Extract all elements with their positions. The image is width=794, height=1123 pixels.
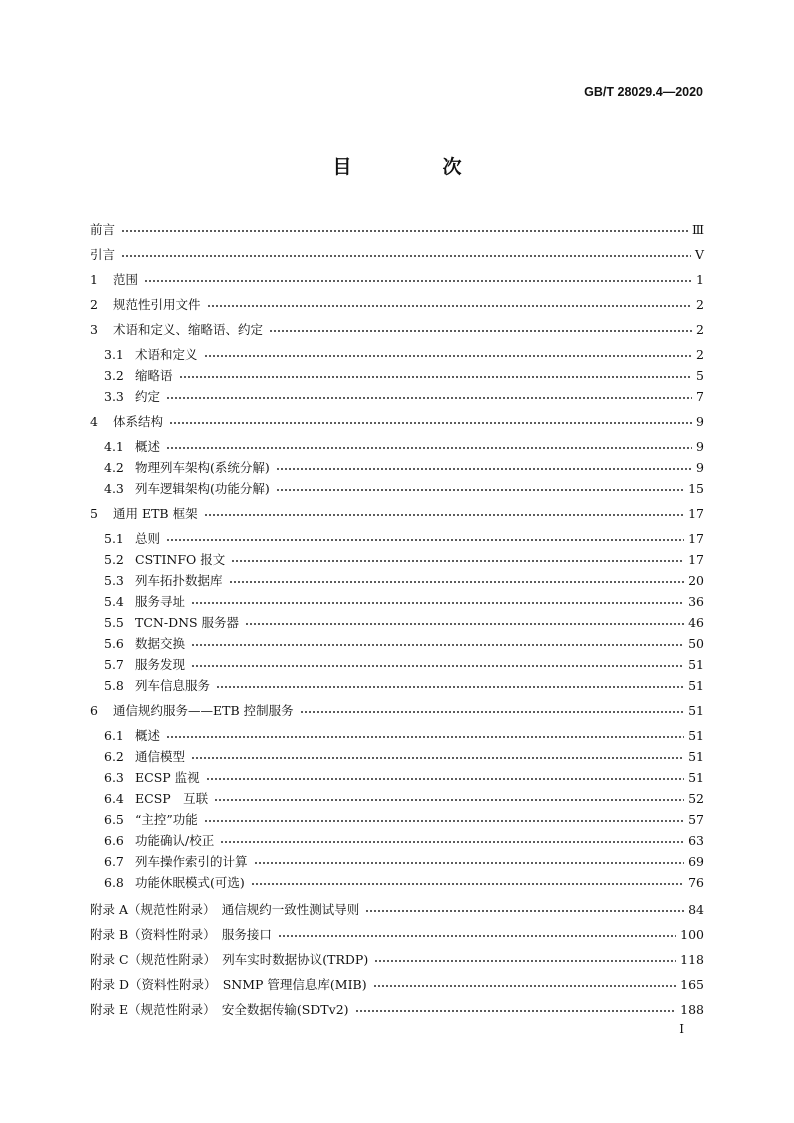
toc-entry[interactable] [90,294,704,314]
leader-dots [204,820,684,822]
leader-dots [269,330,692,332]
leader-dots [216,686,684,688]
toc-entry[interactable] [90,269,704,289]
toc-entry[interactable] [104,654,704,674]
leader-dots [300,711,684,713]
toc-entry-number: 6.7 [104,853,124,869]
leader-dots [166,539,684,541]
toc-entry-label: 服务寻址 [135,594,186,609]
toc-entry-page: 2 [696,321,704,337]
toc-entry-label: 附录 C（规范性附录） 列车实时数据协议(TRDP) [90,952,369,967]
toc-entry[interactable] [104,478,704,498]
leader-dots [204,514,684,516]
toc-entry[interactable] [90,700,704,720]
toc-entry-page: 15 [688,480,704,496]
toc-entry-page: 57 [688,811,704,827]
standard-id: GB/T 28029.4—2020 [584,85,703,99]
leader-dots [245,623,684,625]
toc-entry-number: 3.2 [104,367,124,383]
toc-entry-label: ECSP 互联 [135,791,209,806]
toc-entry-number: 3.1 [104,346,124,362]
toc-entry-label: 术语和定义、缩略语、约定 [113,322,264,337]
toc-entry[interactable] [104,788,704,808]
toc-entry-label: 引言 [90,247,116,262]
toc-entry-page: 63 [688,832,704,848]
leader-dots [220,841,684,843]
toc-entry[interactable] [104,549,704,569]
toc-entry-number: 6.3 [104,769,124,785]
toc-entry-page: 51 [688,656,704,672]
toc-entry-page: 9 [696,459,704,475]
toc-entry-number: 6.8 [104,874,124,890]
toc-entry-label: TCN-DNS 服务器 [135,615,240,630]
leader-dots [204,355,692,357]
leader-dots [166,447,692,449]
toc-entry[interactable] [90,319,704,339]
toc-entry-number: 3 [90,321,98,337]
leader-dots [179,376,692,378]
leader-dots [121,230,688,232]
toc-entry-label: 服务发现 [135,657,186,672]
page-title: 目 次 [332,156,498,178]
toc-entry[interactable] [104,528,704,548]
leader-dots [166,397,692,399]
leader-dots [191,665,684,667]
leader-dots [278,935,676,937]
toc-entry[interactable] [104,809,704,829]
toc-entry-number: 1 [90,271,98,287]
toc-entry-number: 5 [90,505,98,521]
toc-entry[interactable] [104,633,704,653]
toc-entry-page: 51 [688,748,704,764]
toc-entry-number: 5.5 [104,614,124,630]
toc-entry-page: 20 [688,572,704,588]
toc-entry[interactable] [90,974,704,994]
toc-entry-label: 列车操作索引的计算 [135,854,248,869]
leader-dots [191,602,684,604]
toc-entry-number: 6.4 [104,790,124,806]
toc-entry-number: 6.2 [104,748,124,764]
toc-entry-label: 范围 [113,272,139,287]
toc-entry-page: 36 [688,593,704,609]
toc-entry-page: 51 [688,702,704,718]
toc-entry-page: Ⅴ [694,246,704,262]
leader-dots [214,799,684,801]
toc-entry-page: 46 [688,614,704,630]
toc-entry-number: 4.1 [104,438,124,454]
toc-entry[interactable] [104,851,704,871]
toc-entry[interactable] [104,675,704,695]
toc-entry-page: 5 [696,367,704,383]
toc-entry-label: 列车拓扑数据库 [135,573,223,588]
leader-dots [206,778,684,780]
leader-dots [365,910,684,912]
toc-entry-number: 6 [90,702,98,718]
toc-entry-label: 附录 E（规范性附录） 安全数据传输(SDTv2) [90,1002,349,1017]
toc-entry[interactable] [104,591,704,611]
toc-entry[interactable] [90,219,704,239]
toc-entry-number: 4 [90,413,98,429]
toc-entry-page: Ⅲ [691,221,704,237]
toc-entry-label: 总则 [135,531,161,546]
toc-entry[interactable] [90,924,704,944]
toc-entry[interactable] [90,999,704,1019]
leader-dots [373,985,677,987]
leader-dots [169,422,692,424]
toc-entry-page: 76 [688,874,704,890]
toc-entry[interactable] [104,344,704,364]
toc-entry-page: 84 [688,901,704,917]
toc-entry-label: 体系结构 [113,414,164,429]
toc-entry-number: 5.6 [104,635,124,651]
toc-entry-page: 51 [688,769,704,785]
leader-dots [121,255,691,257]
toc-entry-page: 50 [688,635,704,651]
toc-entry[interactable] [90,949,704,969]
leader-dots [254,862,685,864]
toc-entry-number: 3.3 [104,388,124,404]
toc-entry[interactable] [104,767,704,787]
toc-entry-label: 约定 [135,389,161,404]
toc-entry-label: 功能确认/校正 [135,833,215,848]
toc-entry-page: 52 [688,790,704,806]
toc-entry[interactable] [104,570,704,590]
toc-entry-label: 通信规约服务——ETB 控制服务 [113,703,294,718]
toc-entry-page: 51 [688,727,704,743]
toc-entry[interactable] [104,365,704,385]
toc-entry-page: 51 [688,677,704,693]
leader-dots [276,489,684,491]
toc-entry-page: 9 [696,413,704,429]
toc-entry[interactable] [104,386,704,406]
toc-entry-label: 前言 [90,222,116,237]
toc-entry[interactable] [90,411,704,431]
leader-dots [166,736,684,738]
leader-dots [207,305,692,307]
toc-entry-label: “主控”功能 [135,812,198,827]
toc-entry[interactable] [104,872,704,892]
toc-entry-number: 5.1 [104,530,124,546]
toc-entry-page: 17 [688,505,704,521]
toc-entry[interactable] [90,899,704,919]
toc-entry-label: 术语和定义 [135,347,198,362]
toc-entry-number: 5.2 [104,551,124,567]
toc-entry-label: 缩略语 [135,368,173,383]
toc-entry-label: 概述 [135,728,161,743]
toc-entry-number: 2 [90,296,98,312]
leader-dots [144,280,692,282]
toc-entry-label: 概述 [135,439,161,454]
toc-entry-label: 数据交换 [135,636,186,651]
toc-entry[interactable] [90,503,704,523]
toc-entry-label: 规范性引用文件 [113,297,201,312]
toc-entry-label: 附录 A（规范性附录） 通信规约一致性测试导则 [90,902,360,917]
leader-dots [191,644,684,646]
leader-dots [251,883,684,885]
toc-entry-page: 188 [680,1001,704,1017]
toc-entry-label: ECSP 监视 [135,770,200,785]
toc-entry-number: 5.4 [104,593,124,609]
toc-entry-number: 5.7 [104,656,124,672]
toc-entry-number: 6.1 [104,727,124,743]
leader-dots [276,468,692,470]
toc-entry-label: 功能休眠模式(可选) [135,875,245,890]
toc-entry-page: 7 [696,388,704,404]
toc-entry-label: CSTINFO 报文 [135,552,226,567]
toc-entry-number: 5.8 [104,677,124,693]
toc-entry[interactable] [104,457,704,477]
toc-entry[interactable] [104,830,704,850]
toc-entry-label: 附录 D（资料性附录） SNMP 管理信息库(MIB) [90,977,367,992]
leader-dots [191,757,684,759]
toc-entry-label: 列车信息服务 [135,678,211,693]
toc-entry-page: 1 [696,271,704,287]
toc-entry-page: 69 [688,853,704,869]
leader-dots [229,581,685,583]
toc-entry-label: 通用 ETB 框架 [113,506,198,521]
toc-entry-number: 4.2 [104,459,124,475]
toc-entry-label: 附录 B（资料性附录） 服务接口 [90,927,272,942]
toc-entry-page: 100 [680,926,704,942]
toc-entry[interactable] [104,436,704,456]
toc-entry-page: 2 [696,346,704,362]
toc-entry[interactable] [104,725,704,745]
toc-entry-number: 4.3 [104,480,124,496]
toc-entry[interactable] [90,244,704,264]
toc-entry-page: 17 [688,551,704,567]
toc-entry-page: 17 [688,530,704,546]
leader-dots [355,1010,677,1012]
leader-dots [374,960,676,962]
toc-entry-label: 列车逻辑架构(功能分解) [135,481,270,496]
toc-entry-page: 9 [696,438,704,454]
toc-entry-page: 118 [680,951,704,967]
toc-entry-label: 通信模型 [135,749,186,764]
page-number: Ⅰ [679,1022,684,1036]
toc-entry-page: 2 [696,296,704,312]
toc-entry-number: 5.3 [104,572,124,588]
toc-entry[interactable] [104,746,704,766]
toc-entry-number: 6.6 [104,832,124,848]
toc-entry[interactable] [104,612,704,632]
toc-entry-page: 165 [680,976,704,992]
leader-dots [231,560,684,562]
toc-entry-label: 物理列车架构(系统分解) [135,460,270,475]
toc-entry-number: 6.5 [104,811,124,827]
